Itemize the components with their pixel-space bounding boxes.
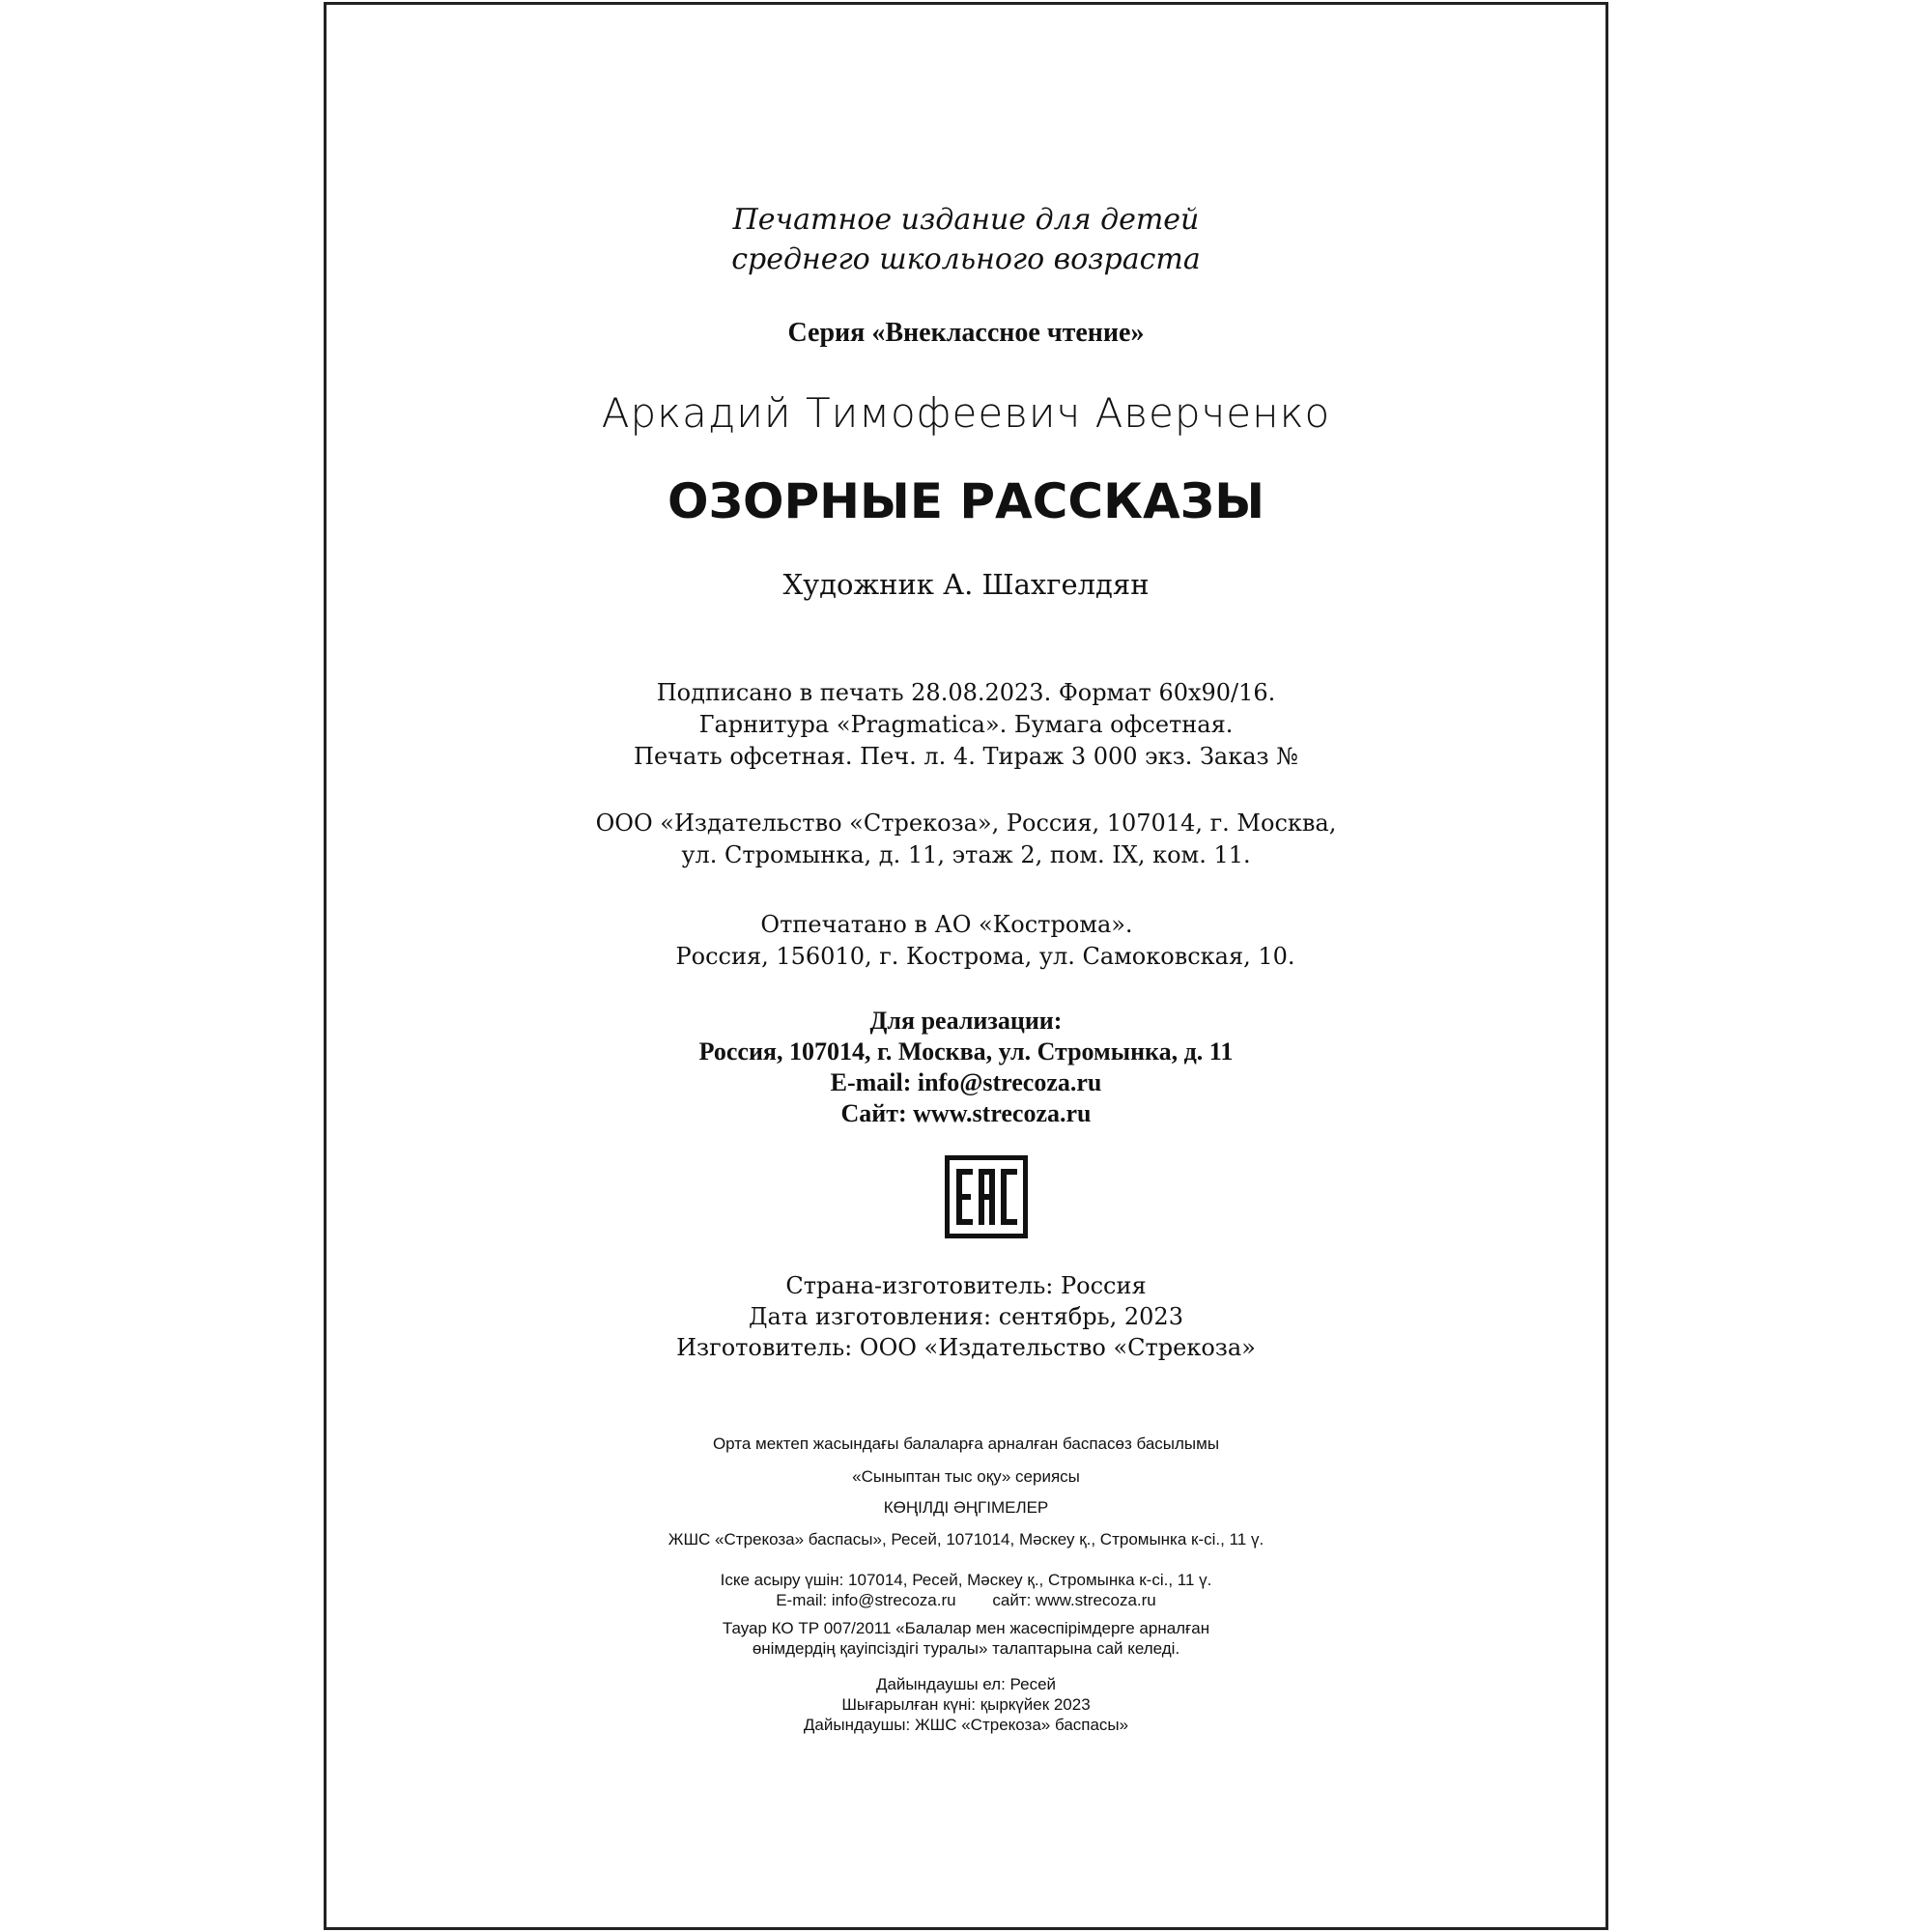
manufacturer-country: Страна-изготовитель: Россия — [785, 1272, 1147, 1299]
publisher-line-2: ул. Стромынка, д. 11, этаж 2, пом. IX, ком. 11. — [681, 841, 1251, 868]
kz-audience: Орта мектеп жасындағы балаларға арналған баспасөз басылымы — [712, 1435, 1220, 1453]
book-title: ОЗОРНЫЕ РАССКАЗЫ — [667, 473, 1265, 529]
kz-compliance-line-1: Тауар КО ТР 007/2011 «Балалар мен жасөспірімдерге арналған — [722, 1619, 1210, 1637]
kz-compliance-line-2: өнімдердің қауіпсіздігі туралы» талаптарына сай келеді. — [752, 1639, 1180, 1658]
print-specs — [327, 677, 1605, 773]
distribution-email: E-mail: info@strecoza.ru — [830, 1068, 1102, 1096]
publisher-line-1: ООО «Издательство «Стрекоза», Россия, 107014, г. Москва, — [595, 810, 1337, 837]
printer-line-1: Отпечатано в АО «Кострома». — [760, 911, 1133, 938]
manufacturer-date: Дата изготовления: сентябрь, 2023 — [749, 1303, 1183, 1330]
distribution-address: Россия, 107014, г. Москва, ул. Стромынка, д. 11 — [698, 1037, 1234, 1065]
kz-series: «Сыныптан тыс оқу» сериясы — [852, 1467, 1080, 1486]
kz-title: КӨҢІЛДІ ӘҢГІМЕЛЕР — [883, 1498, 1049, 1517]
distribution-site: Сайт: www.strecoza.ru — [840, 1099, 1092, 1127]
kz-country: Дайындаушы ел: Ресей — [875, 1675, 1057, 1693]
kz-distribution-line-1: Іске асыру үшін: 107014, Ресей, Мәскеу қ., Стромынка к-сі., 11 ү. — [720, 1571, 1212, 1589]
author-name: Аркадий Тимофеевич Аверченко — [601, 389, 1331, 437]
audience-line-1: Печатное издание для детей — [732, 203, 1200, 237]
distribution-info — [327, 1006, 1605, 1129]
series-name: Серия «Внеклассное чтение» — [787, 318, 1145, 348]
imprint-page — [324, 2, 1608, 1930]
kz-distribution — [327, 1570, 1605, 1610]
printer-info — [327, 909, 1605, 973]
printer-line-2: Россия, 156010, г. Кострома, ул. Самоковская, 10. — [675, 943, 1295, 970]
kz-compliance — [327, 1618, 1605, 1659]
kz-date: Шығарылған күні: қыркүйек 2023 — [841, 1695, 1091, 1714]
audience-line-2: среднего школьного возраста — [731, 242, 1201, 276]
publisher-address — [327, 808, 1605, 871]
audience-note — [327, 200, 1605, 279]
print-specs-line-2: Гарнитура «Pragmatica». Бумага офсетная. — [698, 711, 1234, 738]
manufacturer-info — [327, 1270, 1605, 1363]
artist-credit: Художник А. Шахгелдян — [782, 568, 1150, 601]
kz-distribution-line-2: E-mail: info@strecoza.ru сайт: www.strecoza.ru — [776, 1591, 1156, 1609]
manufacturer-name: Изготовитель: ООО «Издательство «Стрекоза» — [676, 1334, 1256, 1361]
print-specs-line-1: Подписано в печать 28.08.2023. Формат 60x90/16. — [656, 679, 1276, 706]
print-specs-line-3: Печать офсетная. Печ. л. 4. Тираж 3 000 экз. Заказ № — [634, 743, 1298, 770]
eac-mark-icon — [945, 1155, 1028, 1238]
distribution-heading: Для реализации: — [869, 1007, 1063, 1035]
kz-maker: Дайындаушы: ЖШС «Стрекоза» баспасы» — [803, 1716, 1129, 1734]
kz-manufacturer — [327, 1674, 1605, 1735]
kz-publisher: ЖШС «Стрекоза» баспасы», Ресей, 1071014, Мәскеу қ., Стромынка к-сі., 11 ү. — [668, 1530, 1264, 1548]
